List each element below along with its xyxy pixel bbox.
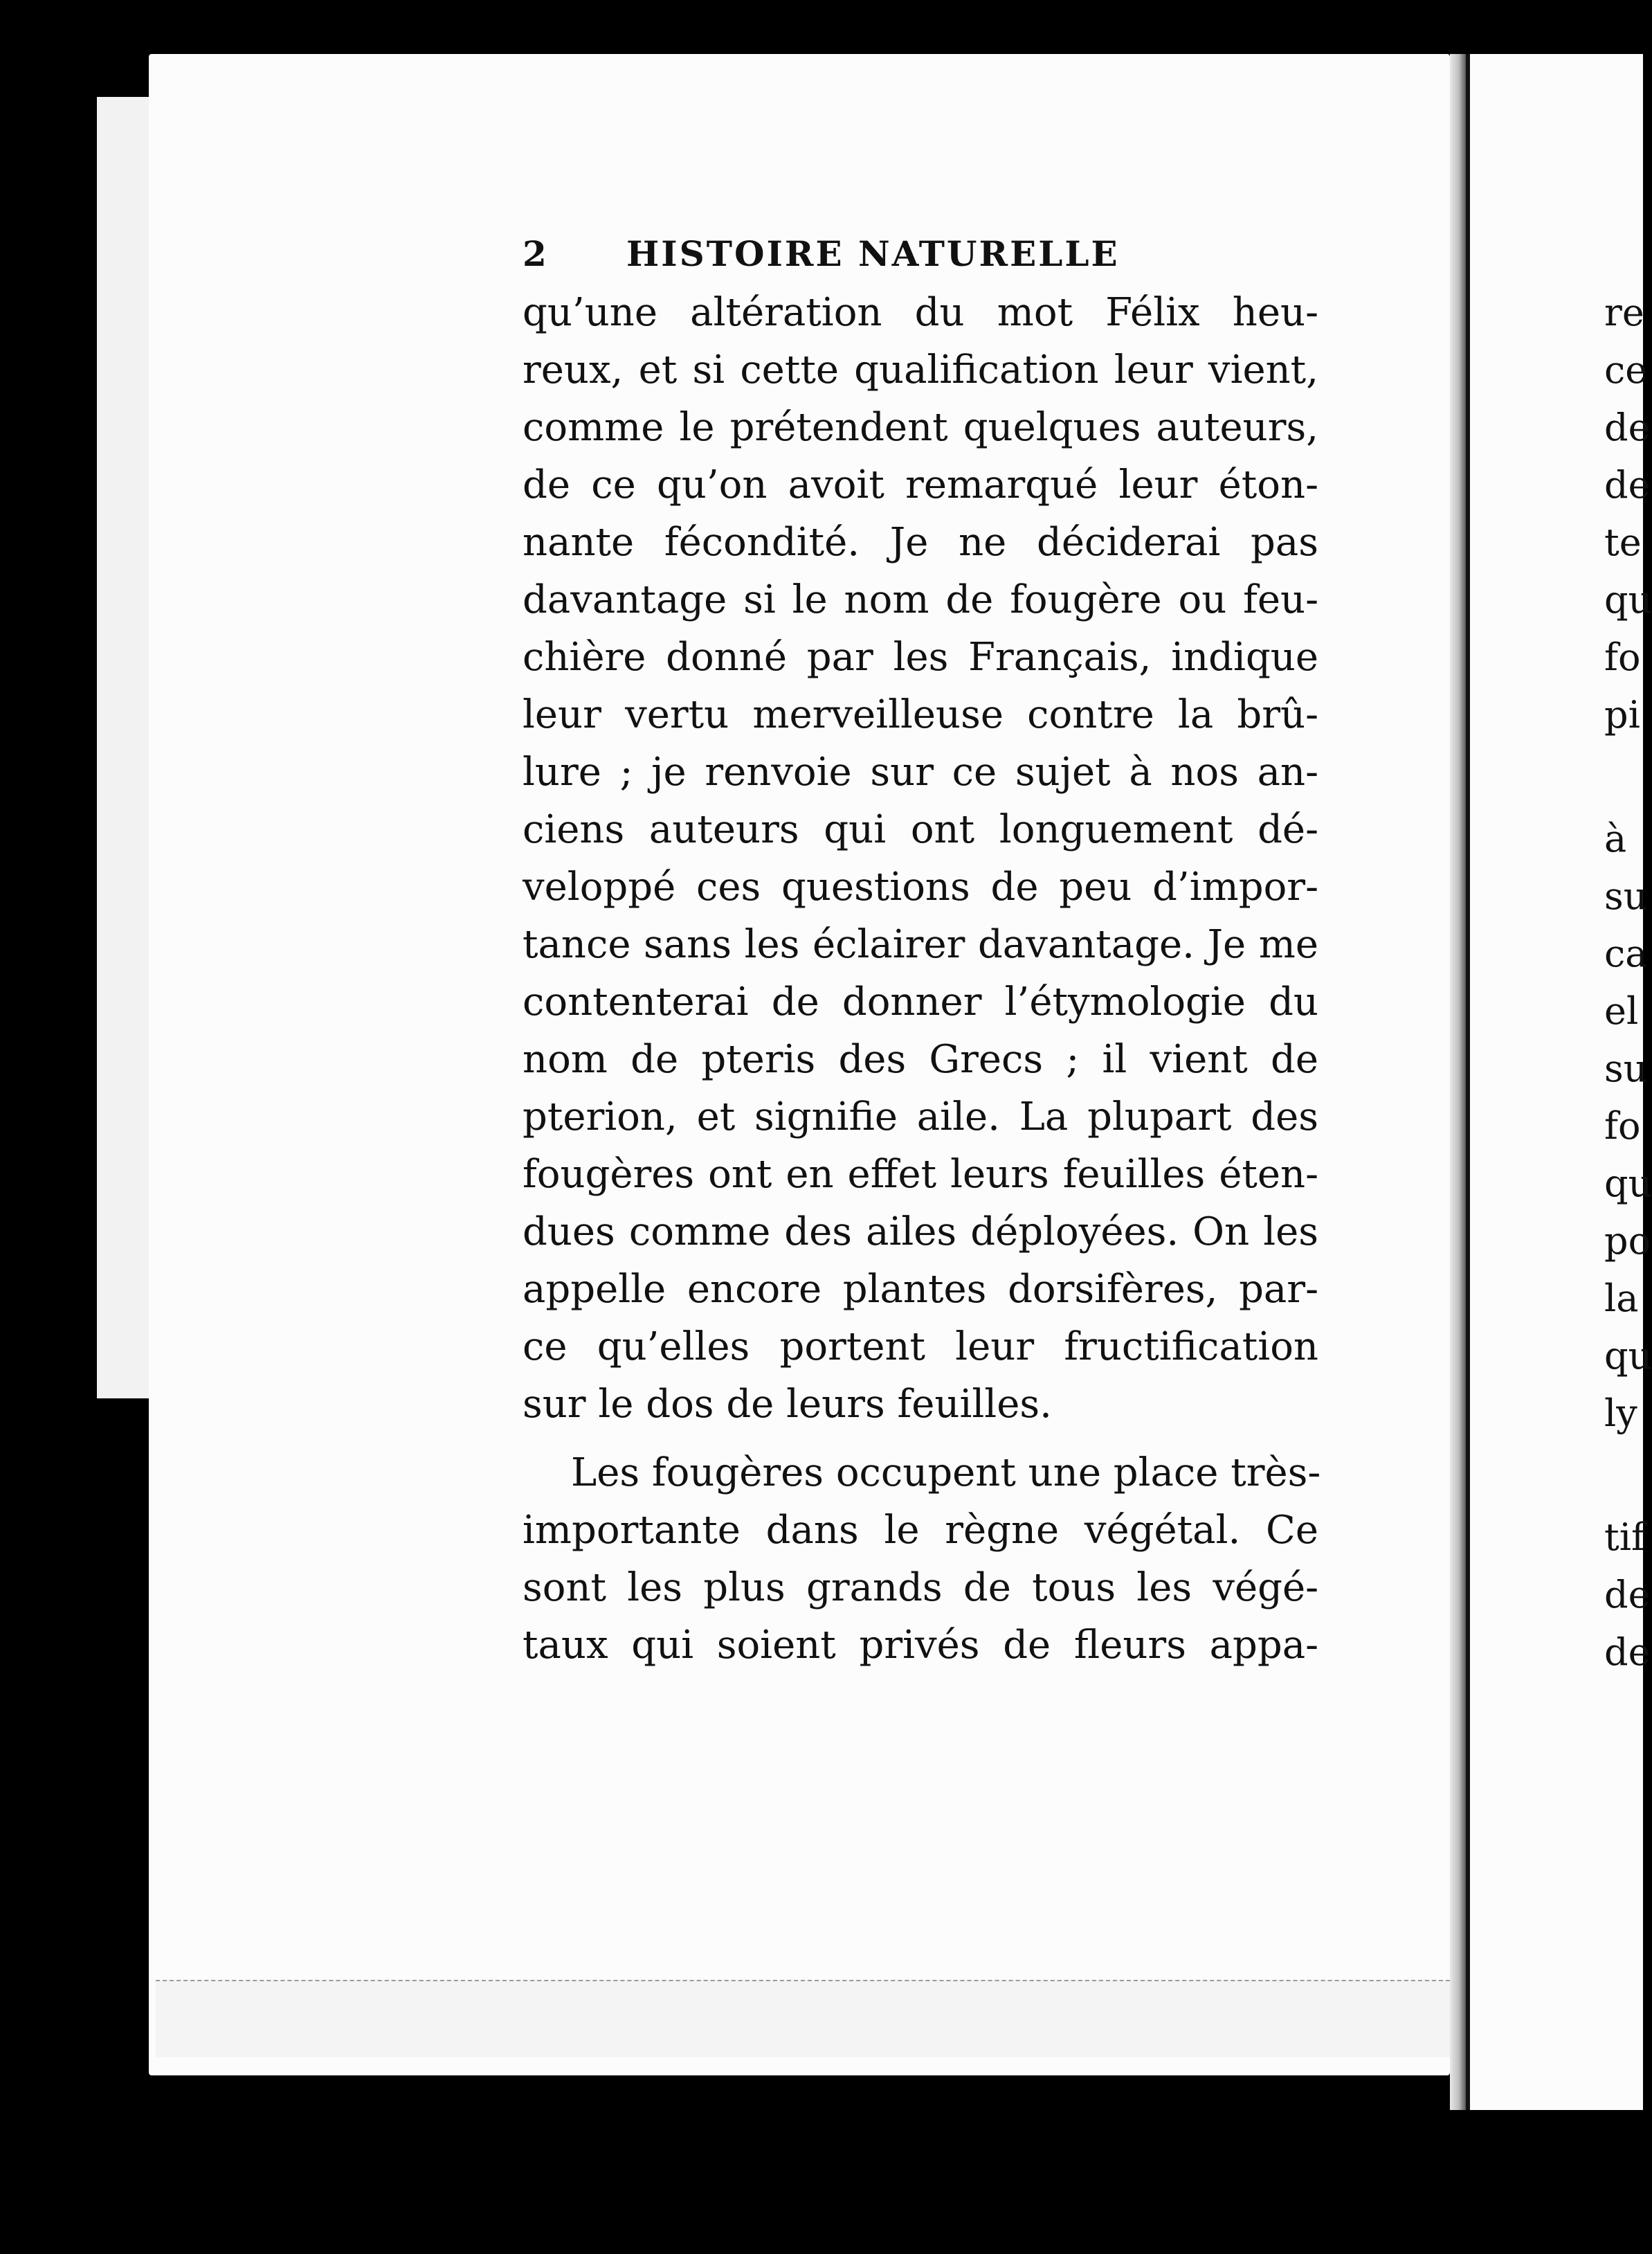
running-head xyxy=(523,228,1318,280)
text-line: chière donné par les Français, indique xyxy=(523,635,1318,680)
fragment: tif xyxy=(1604,1515,1645,1559)
fragment: fo xyxy=(1604,1104,1641,1148)
text-line: comme le prétendent quelques auteurs, xyxy=(523,405,1318,450)
page-text xyxy=(523,228,1321,1674)
text-line: contenterai de donner l’étymologie du xyxy=(523,980,1318,1025)
text-line: veloppé ces questions de peu d’impor- xyxy=(523,865,1318,910)
paragraph-2 xyxy=(523,1444,1321,1674)
fragment: ly xyxy=(1604,1391,1637,1435)
text-line: davantage si le nom de fougère ou feu- xyxy=(523,577,1318,622)
text-line: qu’une altération du mot Félix heu- xyxy=(523,290,1318,335)
text-line: pterion, et signifie aile. La plupart des xyxy=(523,1094,1318,1139)
text-line: nante fécondité. Je ne déciderai pas xyxy=(523,520,1318,565)
page-number: 2 xyxy=(523,233,549,274)
text-line: Les fougères occupent une place très- xyxy=(571,1450,1321,1495)
text-line: de ce qu’on avoit remarqué leur éton- xyxy=(523,462,1318,507)
text-line: sur le dos de leurs feuilles. xyxy=(523,1382,1052,1427)
fragment: qu xyxy=(1604,578,1652,622)
previous-page-edge xyxy=(97,97,154,1398)
fragment: fo xyxy=(1604,635,1641,679)
text-line: nom de pteris des Grecs ; il vient de xyxy=(523,1037,1318,1082)
fragment: de xyxy=(1604,463,1651,507)
fragment: po xyxy=(1604,1219,1651,1263)
fragment: pi xyxy=(1604,693,1640,737)
text-line: tance sans les éclairer davantage. Je me xyxy=(523,922,1318,967)
fragment: à xyxy=(1604,817,1627,860)
fragment: ce xyxy=(1604,348,1648,392)
text-line: reux, et si cette qualification leur vient, xyxy=(523,348,1318,393)
fragment: re xyxy=(1604,291,1644,334)
fragment: el xyxy=(1604,989,1639,1033)
text-line: fougères ont en effet leurs feuilles éten- xyxy=(523,1152,1318,1197)
text-line: ciens auteurs qui ont longuement dé- xyxy=(523,807,1318,852)
right-page-text-fragments xyxy=(1604,284,1652,1681)
fragment: qu xyxy=(1604,1334,1652,1378)
fragment: su xyxy=(1604,874,1648,918)
text-line: leur vertu merveilleuse contre la brû- xyxy=(523,692,1318,737)
text-line: importante dans le règne végétal. Ce xyxy=(523,1508,1318,1553)
text-line: sont les plus grands de tous les végé- xyxy=(523,1565,1318,1610)
fragment: su xyxy=(1604,1047,1648,1090)
text-line: dues comme des ailes déployées. On les xyxy=(523,1209,1318,1254)
fragment: te xyxy=(1604,521,1642,564)
fragment: qu xyxy=(1604,1162,1652,1205)
fragment: de xyxy=(1604,406,1651,449)
page-bottom-edge xyxy=(156,1980,1457,2057)
text-line: appelle encore plantes dorsifères, par- xyxy=(523,1267,1318,1312)
text-line: lure ; je renvoie sur ce sujet à nos an- xyxy=(523,750,1318,795)
fragment: ca xyxy=(1604,932,1648,975)
paragraph-1 xyxy=(523,284,1318,1433)
text-line: taux qui soient privés de fleurs appa- xyxy=(523,1623,1318,1668)
fragment: de xyxy=(1604,1630,1651,1674)
running-title: HISTOIRE NATURELLE xyxy=(626,233,1120,274)
fragment: la xyxy=(1604,1277,1639,1320)
text-line: ce qu’elles portent leur fructification xyxy=(523,1324,1318,1369)
fragment: de xyxy=(1604,1573,1651,1616)
